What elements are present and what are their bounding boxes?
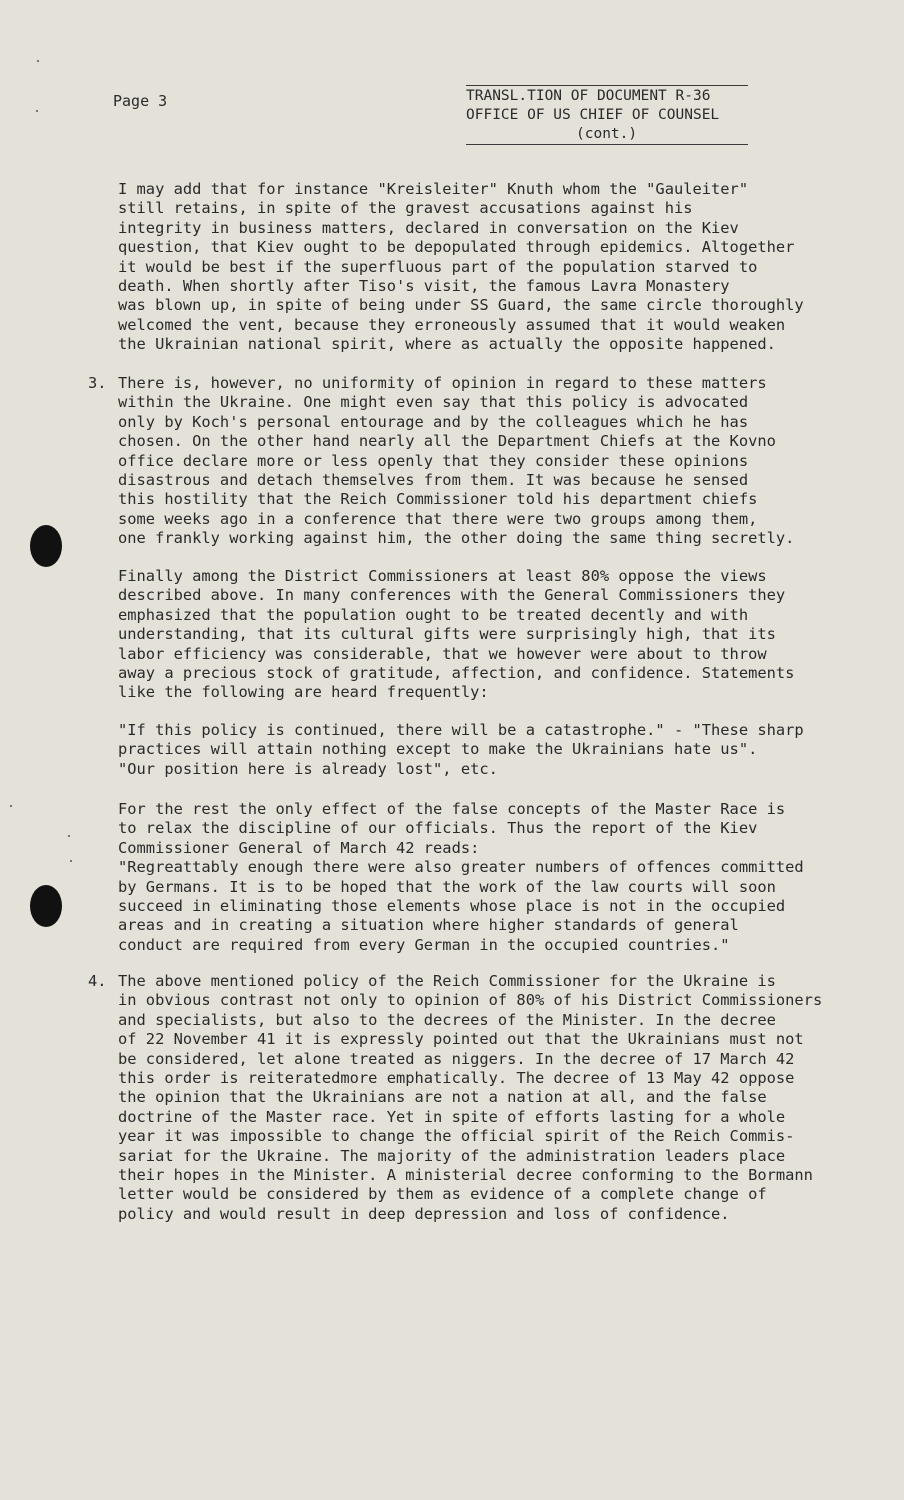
paragraph-district-commissioners: Finally among the District Commissioners at least 80% oppose the views described above. In many conferences with the General Commissioners they emphasized that the population ought to be treated decently and with understanding, that its cultural gifts were surprisingly high, that its labor efficiency was considerable, that we however were about to throw away a precious stock of gratitude, affection, and confidence. Statements like the following are heard frequently: bbox=[118, 567, 795, 702]
speck bbox=[70, 860, 72, 862]
speck bbox=[37, 60, 39, 62]
speck bbox=[10, 805, 12, 807]
section-number-3: 3. bbox=[88, 374, 107, 392]
header-office: OFFICE OF US CHIEF OF COUNSEL bbox=[466, 107, 720, 123]
section-number-4: 4. bbox=[88, 972, 107, 990]
paragraph-minister-decrees: The above mentioned policy of the Reich Commissioner for the Ukraine is in obvious contrast not only to opinion of 80% of his District Commissioners and specialists, but also to the decrees of the Minister. In the decree of 22 November 41 it is expressly pointed out that the Ukrainians must not be considered, let alone treated as niggers. In the decree of 17 March 42 this order is reiteratedmore emphatically. The decree of 13 May 42 oppose the opinion that the Ukrainians are not a nation at all, and the false doctrine of the Master race. Yet in spite of efforts lasting for a whole year it was impossible to change the official spirit of the Reich Commis- sariat for the Ukraine. The majority of the administration leaders place their hopes in the Minister. A ministerial decree conforming to the Bormann letter would be considered by them as evidence of a complete change of policy and would result in deep depression and loss of confidence. bbox=[118, 972, 823, 1223]
punch-hole bbox=[30, 885, 62, 927]
speck bbox=[68, 835, 70, 837]
header-title: TRANSL.TION OF DOCUMENT R-36 bbox=[466, 85, 748, 106]
paragraph-quotes: "If this policy is continued, there will be a catastrophe." - "These sharp practices will attain nothing except to make the Ukrainians hate us". "Our position here is already lost", etc. bbox=[118, 721, 804, 778]
paragraph-kreisleiter: I may add that for instance "Kreisleiter" Knuth whom the "Gauleiter" still retains, in spite of the gravest accusations against his integrity in business matters, declared in conversation on the Kiev question, that Kiev ought to be depopulated through epidemics. Altogether it would be best if the superfluous part of the population starved to death. When shortly after Tiso's visit, the famous Lavra Monastery was blown up, in spite of being under SS Guard, the same circle thoroughly welcomed the vent, because they erroneously assumed that it would weaken the Ukrainian national spirit, where as actually the opposite happened. bbox=[118, 180, 804, 354]
paragraph-master-race: For the rest the only effect of the false concepts of the Master Race is to relax the discipline of our officials. Thus the report of the Kiev Commissioner General of March 42 reads: "Regreattably enough there were also greater numbers of offences committed by Germans. It is to be hoped that the work of the law courts will soon succeed in eliminating those elements whose place is not in the occupied areas and in creating a situation where higher standards of general conduct are required from every German in the occupied countries." bbox=[118, 800, 804, 954]
page-number: Page 3 bbox=[113, 92, 168, 110]
document-header bbox=[466, 85, 748, 145]
punch-hole bbox=[30, 525, 62, 567]
speck bbox=[36, 110, 38, 112]
header-cont: (cont.) bbox=[466, 125, 748, 145]
paragraph-uniformity: There is, however, no uniformity of opinion in regard to these matters within the Ukraine. One might even say that this policy is advocated only by Koch's personal entourage and by the colleagues which he has chosen. On the other hand nearly all the Department Chiefs at the Kovno office declare more or less openly that they consider these opinions disastrous and detach themselves from them. It was because he sensed this hostility that the Reich Commissioner told his department chiefs some weeks ago in a conference that there were two groups among them, one frankly working against him, the other doing the same thing secretly. bbox=[118, 374, 795, 548]
